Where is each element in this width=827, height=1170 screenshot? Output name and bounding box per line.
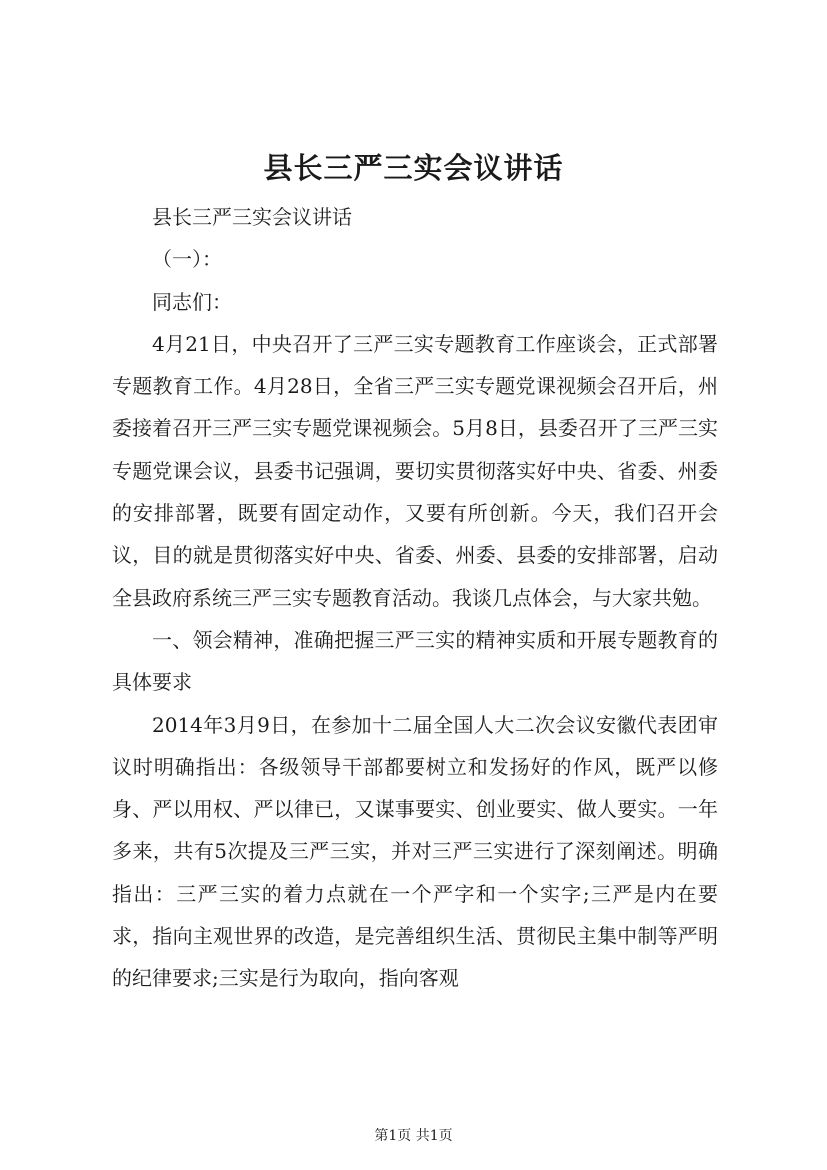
paragraph-subtitle: 县长三严三实会议讲话 — [152, 205, 352, 229]
paragraph-heading-one: 一、领会精神，准确把握三严三实的精神实质和开展专题教育的具体要求 — [112, 627, 718, 695]
paragraph-salutation: 同志们： — [152, 289, 232, 314]
page-number-footer: 第1页 共1页 — [374, 1128, 453, 1144]
paragraph-intro: 4月21日，中央召开了三严三实专题教育工作座谈会，正式部署专题教育工作。4月28日，全省三严三实专题党课视频会召开后，州委接着召开三严三实专题党课视频会。5月8日，县委召开了三严三实专题党课会议，县委书记强调，要切实贯彻落实好中央、省委、州委的安排部署，既要有固定动作，又要有所创新。今天，我们召开会议，目的就是贯彻落实好中央、省委、州委、县委的安排部署，启动全县政府系统三严三实专题教育活动。我谈几点体会，与大家共勉。 — [112, 331, 718, 610]
paragraph-body: 2014年3月9日，在参加十二届全国人大二次会议安徽代表团审议时明确指出：各级领导干部都要树立和发扬好的作风，既严以修身、严以用权、严以律已，又谋事要实、创业要实、做人要实。一年多来，共有5次提及三严三实，并对三严三实进行了深刻阐述。明确指出：三严三实的着力点就在一个严字和一个实字;三严是内在要求，指向主观世界的改造，是完善组织生活、贯彻民主集中制等严明的纪律要求;三实是行为取向，指向客观 — [112, 712, 718, 991]
document-body — [112, 196, 718, 1000]
paragraph-section-marker: （一）： — [152, 247, 222, 272]
document-title: 县长三严三实会议讲话 — [263, 151, 564, 185]
